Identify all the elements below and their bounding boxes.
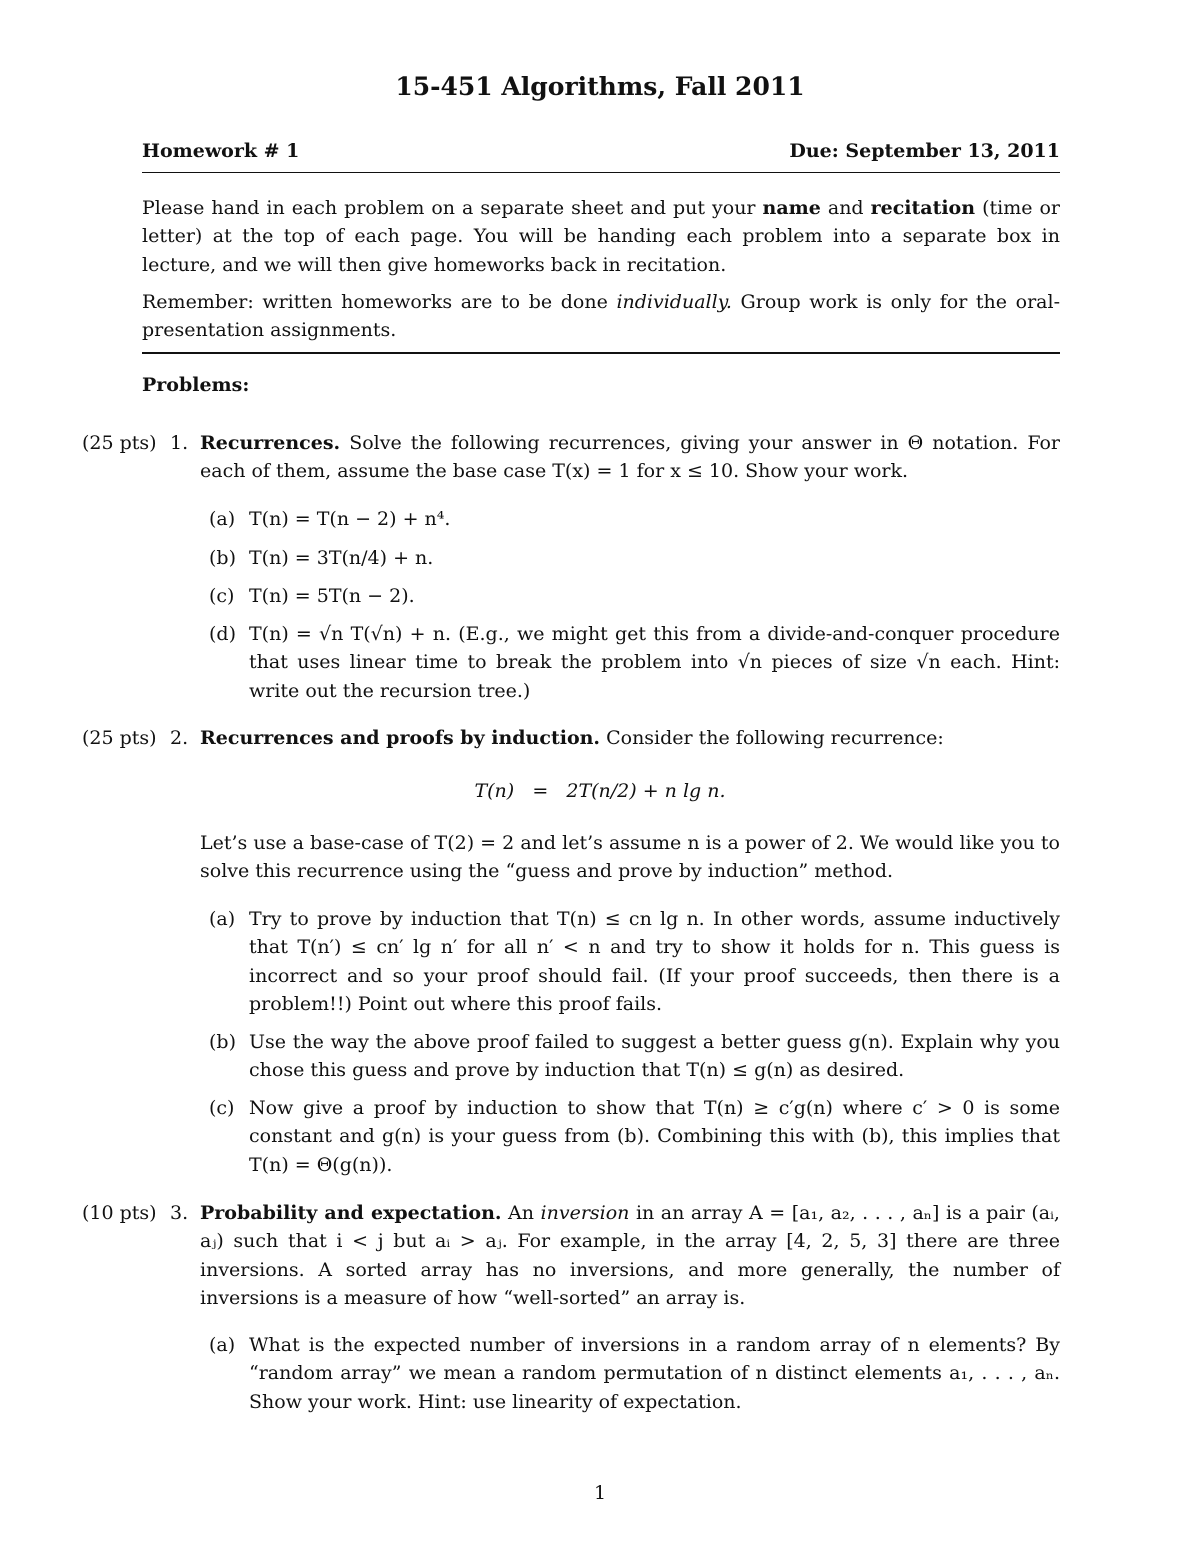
instr-name-bold: name bbox=[762, 197, 821, 219]
problem-1b-text: T(n) = 3T(n/4) + n. bbox=[249, 547, 434, 569]
page-number: 1 bbox=[593, 1482, 607, 1504]
problem-3-intro-text: An bbox=[501, 1202, 541, 1224]
problem-1d-label: (d) bbox=[209, 623, 236, 645]
problem-2c-label: (c) bbox=[209, 1097, 235, 1119]
problem-2c-text: Now give a proof by induction to show that T(n) ≥ c′g(n) where c′ > 0 is some constant and g(n) is your guess from (b). Combining this with (b), this implies that T(n) = Θ(g(n)). bbox=[249, 1097, 1060, 1176]
instructions-paragraph-1 bbox=[142, 194, 1060, 279]
problem-2-points: (25 pts) bbox=[82, 727, 157, 749]
problem-2a-label: (a) bbox=[209, 908, 236, 930]
instr-individually-italic: individually. bbox=[616, 291, 732, 313]
header-rule bbox=[142, 172, 1060, 173]
problem-2-number: 2. bbox=[170, 727, 189, 749]
problem-2-equation: T(n) = 2T(n/2) + n lg n. bbox=[474, 780, 726, 802]
problem-1-intro bbox=[200, 429, 1060, 486]
problem-3-intro bbox=[200, 1199, 1060, 1312]
problem-2-text: Let’s use a base-case of T(2) = 2 and let’s assume n is a power of 2. We would like you to solve this recurrence using the “guess and prove by induction” method. bbox=[200, 832, 1060, 883]
instr-text: and bbox=[820, 197, 871, 219]
problem-3a-label: (a) bbox=[209, 1334, 236, 1356]
instructions-rule bbox=[142, 352, 1060, 354]
instr-text: Group work is only for the oral-presentation assignments. bbox=[142, 291, 1060, 342]
problems-heading: Problems: bbox=[142, 374, 250, 396]
problem-1-title: Recurrences. bbox=[200, 432, 341, 454]
instructions-paragraph-2 bbox=[142, 288, 1060, 345]
problem-1-points: (25 pts) bbox=[82, 432, 157, 454]
problem-1a-text: T(n) = T(n − 2) + n⁴. bbox=[249, 508, 451, 530]
homework-number: Homework # 1 bbox=[142, 140, 300, 162]
problem-1c-label: (c) bbox=[209, 585, 235, 607]
due-date: Due: September 13, 2011 bbox=[789, 140, 1060, 162]
problem-1b-label: (b) bbox=[209, 547, 236, 569]
instr-text: Please hand in each problem on a separate sheet and put your bbox=[142, 197, 763, 219]
problem-1-intro-text: Solve the following recurrences, giving your answer in Θ notation. For each of them, assume the base case T(x) = 1 for x ≤ 10. Show your work. bbox=[200, 432, 1060, 483]
problem-3-inversion-italic: inversion bbox=[540, 1202, 630, 1224]
course-title: 15-451 Algorithms, Fall 2011 bbox=[395, 72, 805, 101]
problem-2-intro-text: Consider the following recurrence: bbox=[600, 727, 944, 749]
problem-3-number: 3. bbox=[170, 1202, 189, 1224]
problem-1a-label: (a) bbox=[209, 508, 236, 530]
instr-text: Remember: written homeworks are to be done bbox=[142, 291, 617, 313]
problem-2-intro bbox=[200, 724, 1060, 752]
instr-text: (time or letter) at the top of each page. You will be handing each problem into a separate box in lecture, and we will then give homeworks back in recitation. bbox=[142, 197, 1060, 276]
instr-recitation-bold: recitation bbox=[870, 197, 976, 219]
problem-3a-text: What is the expected number of inversions in a random array of n elements? By “random array” we mean a random permutation of n distinct elements a₁, . . . , aₙ. Show your work. Hint: use linearity of expectation. bbox=[249, 1334, 1060, 1413]
problem-2-title: Recurrences and proofs by induction. bbox=[200, 727, 601, 749]
problem-1c-text: T(n) = 5T(n − 2). bbox=[249, 585, 415, 607]
problem-3-points: (10 pts) bbox=[82, 1202, 157, 1224]
problem-1-number: 1. bbox=[170, 432, 189, 454]
problem-2a-text: Try to prove by induction that T(n) ≤ cn lg n. In other words, assume inductively that T(n′) ≤ cn′ lg n′ for all n′ < n and try to show it holds for n. This guess is incorrect and so your proof should fail. (If your proof succeeds, then there is a problem!!) Point out where this proof fails. bbox=[249, 908, 1060, 1015]
problem-2b-label: (b) bbox=[209, 1031, 236, 1053]
problem-2b-text: Use the way the above proof failed to suggest a better guess g(n). Explain why you chose this guess and prove by induction that T(n) ≤ g(n) as desired. bbox=[249, 1031, 1060, 1082]
problem-3-title: Probability and expectation. bbox=[200, 1202, 502, 1224]
problem-3-intro-text: in an array A = [a₁, a₂, . . . , aₙ] is a pair (aᵢ, aⱼ) such that i < j but aᵢ > aⱼ. For example, in the array [4, 2, 5, 3] there are three inversions. A sorted array has no inversions, and more generally, the number of inversions is a measure of how “well-sorted” an array is. bbox=[200, 1202, 1060, 1309]
problem-1d-text: T(n) = √n T(√n) + n. (E.g., we might get this from a divide-and-conquer procedure that uses linear time to break the problem into √n pieces of size √n each. Hint: write out the recursion tree.) bbox=[249, 623, 1060, 702]
